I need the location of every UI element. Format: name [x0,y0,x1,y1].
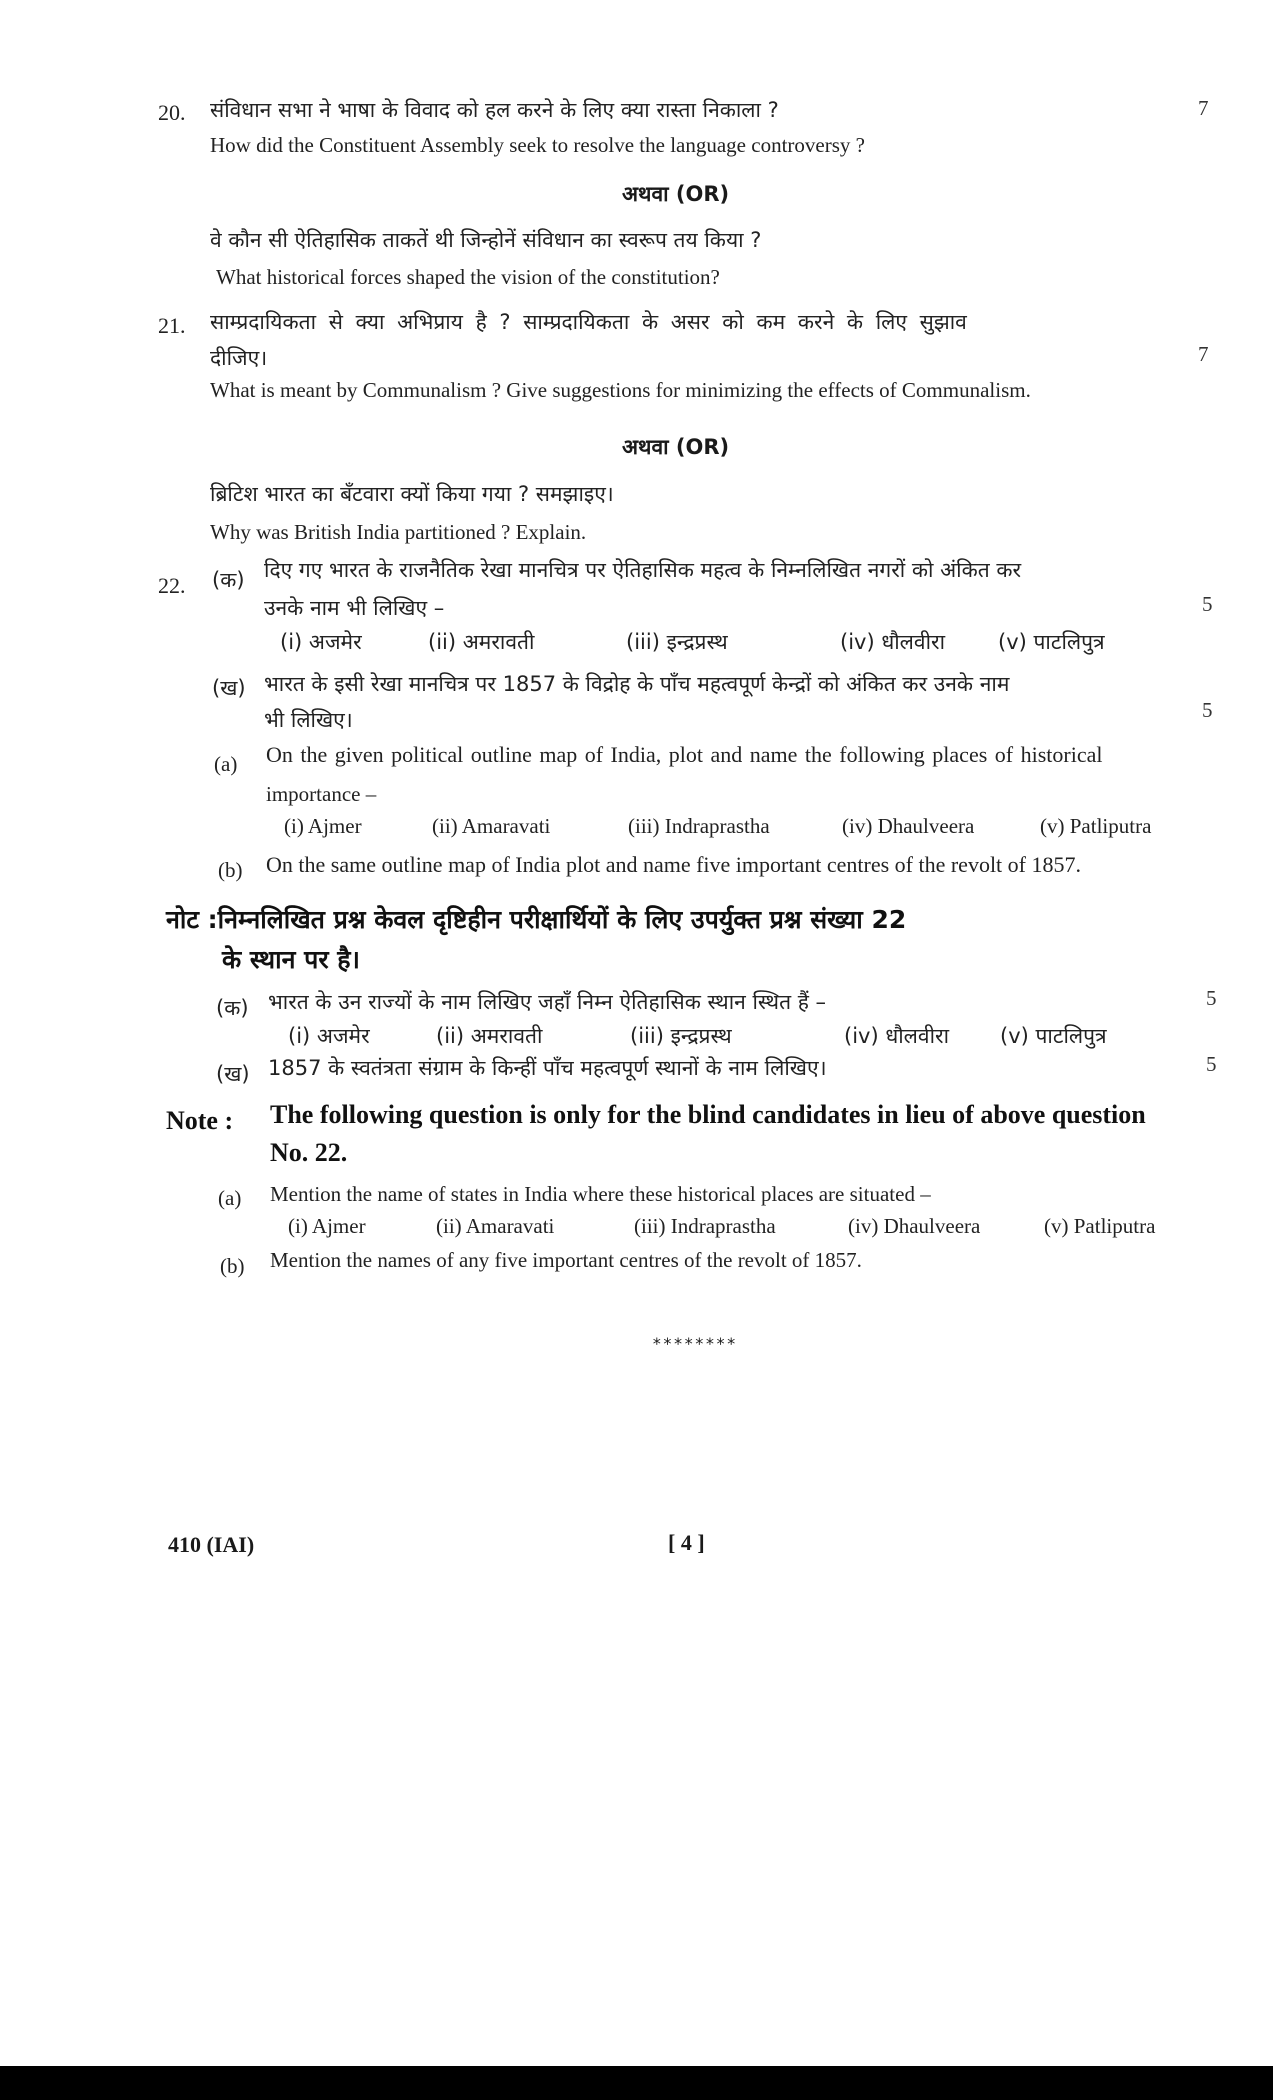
option-item: (iii) इन्द्रप्रस्थ [626,630,728,654]
note-en-b-text: Mention the names of any five important centres of the revolt of 1857. [270,1248,862,1272]
note-en-b-label: (b) [220,1254,245,1278]
option-item: (ii) अमरावती [436,1024,543,1048]
option-item: (iv) Dhaulveera [848,1214,981,1238]
q20-alt-hindi: वे कौन सी ऐतिहासिक ताकतें थी जिन्होनें संविधान का स्वरूप तय किया ? [210,228,762,252]
q22-kha-marks: 5 [1202,698,1213,722]
option-item: (ii) Amaravati [432,814,551,838]
note-hi-kha-label: (ख) [216,1062,250,1086]
q20-hindi: संविधान सभा ने भाषा के विवाद को हल करने के लिए क्या रास्ता निकाला ? [210,98,779,122]
option-item: (i) अजमेर [288,1024,370,1048]
q21-number: 21. [158,313,186,338]
q21-english: What is meant by Communalism ? Give suggestions for minimizing the effects of Communalism. [210,378,1031,402]
footer-page-number: [ 4 ] [668,1530,705,1555]
q20-alt-english: What historical forces shaped the vision of the constitution? [216,265,720,289]
q22-ka-marks: 5 [1202,592,1213,616]
option-item: (v) पाटलिपुत्र [1000,1024,1107,1048]
note-en-label: Note : [166,1106,234,1135]
q22-kha-label: (ख) [212,676,246,700]
footer-code: 410 (IAI) [168,1532,255,1557]
option-item: (v) Patliputra [1044,1214,1156,1238]
note-hi-line1: नोट :निम्नलिखित प्रश्न केवल दृष्टिहीन परीक्षार्थियों के लिए उपर्युक्त प्रश्न संख्या 22 [166,905,907,934]
note-en-a-text: Mention the name of states in India where these historical places are situated – [270,1182,931,1206]
note-hi-ka-options [0,1022,1273,1052]
q22-a-line1: On the given political outline map of India, plot and name the following places of historical [266,742,1103,767]
q22-ka-label: (क) [212,568,245,592]
q20-or-label: अथवा (OR) [622,182,730,206]
note-en-a-options [0,1214,1273,1244]
q21-hindi-line2: दीजिए। [210,346,268,370]
option-item: (i) Ajmer [288,1214,366,1238]
q20-number: 20. [158,100,186,125]
option-item: (ii) Amaravati [436,1214,555,1238]
note-en-a-label: (a) [218,1186,242,1210]
q22-ka-line1: दिए गए भारत के राजनैतिक रेखा मानचित्र पर ऐतिहासिक महत्व के निम्नलिखित नगरों को अंकित कर [264,558,1022,582]
q22-ka-line2: उनके नाम भी लिखिए – [264,596,445,620]
option-item: (i) अजमेर [280,630,362,654]
option-item: (iii) Indraprastha [628,814,770,838]
q22-a-label: (a) [214,752,238,776]
note-hi-line2: के स्थान पर है। [222,945,361,974]
scan-bottom-edge [0,2066,1273,2100]
option-item: (v) पाटलिपुत्र [998,630,1105,654]
q22-number: 22. [158,573,186,598]
q20-english: How did the Constituent Assembly seek to resolve the language controversy ? [210,133,865,157]
note-hi-kha-marks: 5 [1206,1052,1217,1076]
end-marker: ******** [652,1334,738,1353]
q22-a-line2: importance – [266,782,377,806]
q20-marks: 7 [1198,96,1209,120]
option-item: (iv) Dhaulveera [842,814,975,838]
q22-ka-options [0,628,1273,658]
option-item: (iii) Indraprastha [634,1214,776,1238]
option-item: (ii) अमरावती [428,630,535,654]
q21-alt-hindi: ब्रिटिश भारत का बँटवारा क्यों किया गया ? समझाइए। [210,482,614,506]
note-hi-ka-marks: 5 [1206,986,1217,1010]
note-en-line1: The following question is only for the blind candidates in lieu of above question [270,1100,1146,1129]
option-item: (iv) धौलवीरा [840,630,946,654]
q22-b-text: On the same outline map of India plot and name five important centres of the revolt of 1857. [266,852,1081,877]
note-hi-kha-text: 1857 के स्वतंत्रता संग्राम के किन्हीं पाँच महत्वपूर्ण स्थानों के नाम लिखिए। [268,1056,827,1080]
q21-hindi-line1: साम्प्रदायिकता से क्या अभिप्राय है ? साम्प्रदायिकता के असर को कम करने के लिए सुझाव [210,310,967,334]
note-en-line2: No. 22. [270,1138,348,1167]
note-hi-ka-label: (क) [216,996,249,1020]
q22-kha-line2: भी लिखिए। [264,708,353,732]
note-hi-ka-text: भारत के उन राज्यों के नाम लिखिए जहाँ निम्न ऐतिहासिक स्थान स्थित हैं – [268,990,827,1014]
option-item: (i) Ajmer [284,814,362,838]
q21-or-label: अथवा (OR) [622,435,730,459]
option-item: (iii) इन्द्रप्रस्थ [630,1024,732,1048]
option-item: (iv) धौलवीरा [844,1024,950,1048]
option-item: (v) Patliputra [1040,814,1152,838]
q21-marks: 7 [1198,342,1209,366]
q22-b-label: (b) [218,858,243,882]
q21-alt-english: Why was British India partitioned ? Explain. [210,520,587,544]
q22-kha-line1: भारत के इसी रेखा मानचित्र पर 1857 के विद्रोह के पाँच महत्वपूर्ण केन्द्रों को अंकित कर उनके नाम [264,672,1010,696]
q22-a-options [0,814,1273,844]
